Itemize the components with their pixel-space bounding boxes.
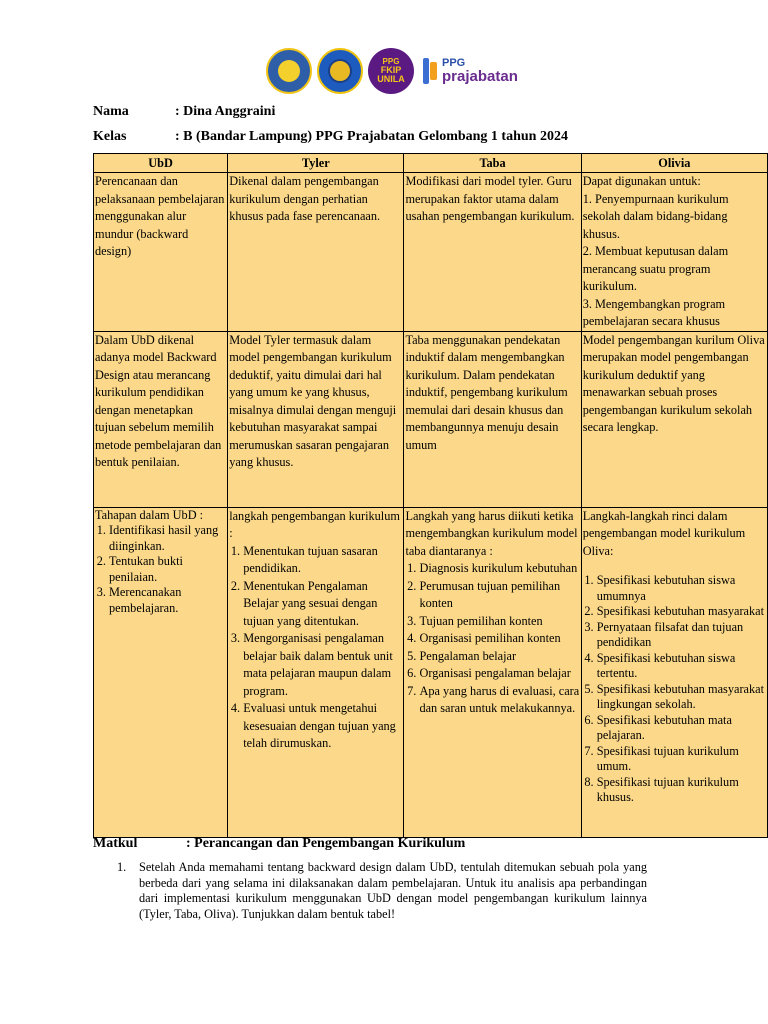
ppg-prajabatan-logo: PPG prajabatan <box>423 56 518 86</box>
table-row <box>94 331 768 507</box>
table-row <box>94 507 768 837</box>
ppg-fkip-unila-logo: PPG FKIP UNILA <box>368 48 414 94</box>
list-item: 4. Evaluasi untuk mengetahui kesesuaian dengan tujuan yang telah dirumuskan. <box>243 700 402 753</box>
cell-tyler-definition: Dikenal dalam pengembangan kurikulum dengan perhatian khusus pada fase perencanaan. <box>228 173 404 332</box>
nama-line <box>93 104 275 120</box>
kemendikbud-logo <box>266 48 312 94</box>
nama-label: Nama <box>93 104 129 119</box>
list-item: 2. Perumusan tujuan pemilihan konten <box>419 578 579 613</box>
list-item: 3. Pernyataan filsafat dan tujuan pendidikan <box>597 620 766 651</box>
cell-ubd-approach: Dalam UbD dikenal adanya model Backward Design atau merancang kurikulum pendidikan dengan menetapkan tujuan sebelum memilih metode pembelajaran dan bentuk penilaian. <box>94 331 228 507</box>
list-item: 2. Spesifikasi kebutuhan masyarakat <box>597 604 766 620</box>
cell-tyler-approach: Model Tyler termasuk dalam model pengembangan kurikulum deduktif, yaitu dimulai dari hal yang umum ke yang khusus, misalnya dimulai dengan menguji kebutuhan masyarakat sampai merumuskan sasaran pengajaran yang khusus. <box>228 331 404 507</box>
matkul-label: Matkul <box>93 836 138 851</box>
list-item: 2. Tentukan bukti penilaian. <box>109 554 226 585</box>
matkul-value: : Perancangan dan Pengembangan Kurikulum <box>186 836 466 851</box>
table-row <box>94 173 768 332</box>
list-item: 5. Pengalaman belajar <box>419 648 579 666</box>
list-item: 6. Spesifikasi kebutuhan mata pelajaran. <box>597 713 766 744</box>
list-item: 5. Spesifikasi kebutuhan masyarakat lingkungan sekolah. <box>597 682 766 713</box>
question-item <box>117 860 647 922</box>
cell-ubd-steps: Tahapan dalam UbD : 1. Identifikasi hasil yang diinginkan. 2. Tentukan bukti penilaian. 3. Merencanakan pembelajaran. <box>94 507 228 837</box>
column-header-tyler: Tyler <box>228 154 404 173</box>
list-item: 8. Spesifikasi tujuan kurikulum khusus. <box>597 775 766 806</box>
question-text: Setelah Anda memahami tentang backward design dalam UbD, tentulah ditemukan sebuah pola yang berbeda dari yang selama ini dilaksanakan dalam pembelajaran. Untuk itu analisis apa perbandingan dari implementasi kurikulum menggunakan UbD dengan model pengembangan kurikulum lainnya (Tyler, Taba, Oliva). Tunjukkan dalam bentuk tabel! <box>139 860 647 921</box>
matkul-line <box>93 836 465 852</box>
unila-logo <box>317 48 363 94</box>
cell-olivia-approach: Model pengembangan kurilum Oliva merupakan model pengembangan kurikulum deduktif yang menawarkan sebuah proses pengembangan kurikulum sekolah secara lengkap. <box>581 331 767 507</box>
question-number: 1. <box>117 860 127 874</box>
list-item: 3. Mengorganisasi pengalaman belajar baik dalam bentuk unit mata pelajaran maupun dalam program. <box>243 630 402 700</box>
list-item: 4. Organisasi pemilihan konten <box>419 630 579 648</box>
list-item: 2. Membuat keputusan dalam merancang suatu program kurikulum. <box>582 244 729 293</box>
cell-olivia-steps: Langkah-langkah rinci dalam pengembangan model kurikulum Oliva: 1. Spesifikasi kebutuhan siswa umumnya 2. Spesifikasi kebutuhan masyarakat 3. Pernyataan filsafat dan tujuan pendidikan 4. Spesifikasi kebutuhan siswa tertentu. 5. Spesifikasi kebutuhan masyarakat lingkungan sekolah. 6. Spesifikasi kebutuhan mata pelajaran. 7. Spesifikasi tujuan kurikulum umum. 8. Spesifikasi tujuan kurikulum khusus. <box>581 507 767 837</box>
kelas-line <box>93 129 568 145</box>
list-item: 1. Penyempurnaan kurikulum sekolah dalam bidang-bidang khusus. <box>582 191 729 241</box>
list-item: 1. Spesifikasi kebutuhan siswa umumnya <box>597 573 766 604</box>
list-item: 2. Menentukan Pengalaman Belajar yang sesuai dengan tujuan yang ditentukan. <box>243 578 402 631</box>
column-header-ubd: UbD <box>94 154 228 173</box>
kelas-label: Kelas <box>93 129 127 144</box>
list-item: 1. Identifikasi hasil yang diinginkan. <box>109 523 226 554</box>
list-item: 3. Merencanakan pembelajaran. <box>109 585 226 616</box>
list-item: 3. Tujuan pemilihan konten <box>419 613 579 631</box>
list-item: 7. Spesifikasi tujuan kurikulum umum. <box>597 744 766 775</box>
list-item: 1. Diagnosis kurikulum kebutuhan <box>419 560 579 578</box>
column-header-taba: Taba <box>404 154 581 173</box>
nama-value: : Dina Anggraini <box>175 104 276 119</box>
list-item: 4. Spesifikasi kebutuhan siswa tertentu. <box>597 651 766 682</box>
list-item: 7. Apa yang harus di evaluasi, cara dan saran untuk melakukannya. <box>419 683 579 718</box>
cell-tyler-steps: langkah pengembangan kurikulum : 1. Menentukan tujuan sasaran pendidikan. 2. Menentukan Pengalaman Belajar yang sesuai dengan tujuan yang ditentukan. 3. Mengorganisasi pengalaman belajar baik dalam bentuk unit mata pelajaran maupun dalam program. 4. Evaluasi untuk mengetahui kesesuaian dengan tujuan yang telah dirumuskan. <box>228 507 404 837</box>
cell-taba-steps: Langkah yang harus diikuti ketika mengembangkan kurikulum model taba diantaranya : 1. Diagnosis kurikulum kebutuhan 2. Perumusan tujuan pemilihan konten 3. Tujuan pemilihan konten 4. Organisasi pemilihan konten 5. Pengalaman belajar 6. Organisasi pengalaman belajar 7. Apa yang harus di evaluasi, cara dan saran untuk melakukannya. <box>404 507 581 837</box>
comparison-table <box>93 153 768 838</box>
logo-strip <box>266 47 518 95</box>
cell-ubd-definition: Perencanaan dan pelaksanaan pembelajaran menggunakan alur mundur (backward design) <box>94 173 228 332</box>
list-item: 6. Organisasi pengalaman belajar <box>419 665 579 683</box>
cell-olivia-definition: Dapat digunakan untuk: 1. Penyempurnaan kurikulum sekolah dalam bidang-bidang khusus. 2. Membuat keputusan dalam merancang suatu program kurikulum. 3. Mengembangkan program pembelajaran secara khusus <box>581 173 767 332</box>
list-item: 1. Menentukan tujuan sasaran pendidikan. <box>243 543 402 578</box>
table-header-row <box>94 154 768 173</box>
cell-taba-definition: Modifikasi dari model tyler. Guru merupakan faktor utama dalam usahan pengembangan kurikulum. <box>404 173 581 332</box>
kelas-value: : B (Bandar Lampung) PPG Prajabatan Gelombang 1 tahun 2024 <box>175 129 568 144</box>
column-header-olivia: Olivia <box>581 154 767 173</box>
cell-taba-approach: Taba menggunakan pendekatan induktif dalam mengembangkan kurikulum. Dalam pendekatan induktif, pengembang kurikulum memulai dari desain khusus dan membangunnya menuju desain umum <box>404 331 581 507</box>
list-item: 3. Mengembangkan program pembelajaran secara khusus <box>582 296 726 328</box>
